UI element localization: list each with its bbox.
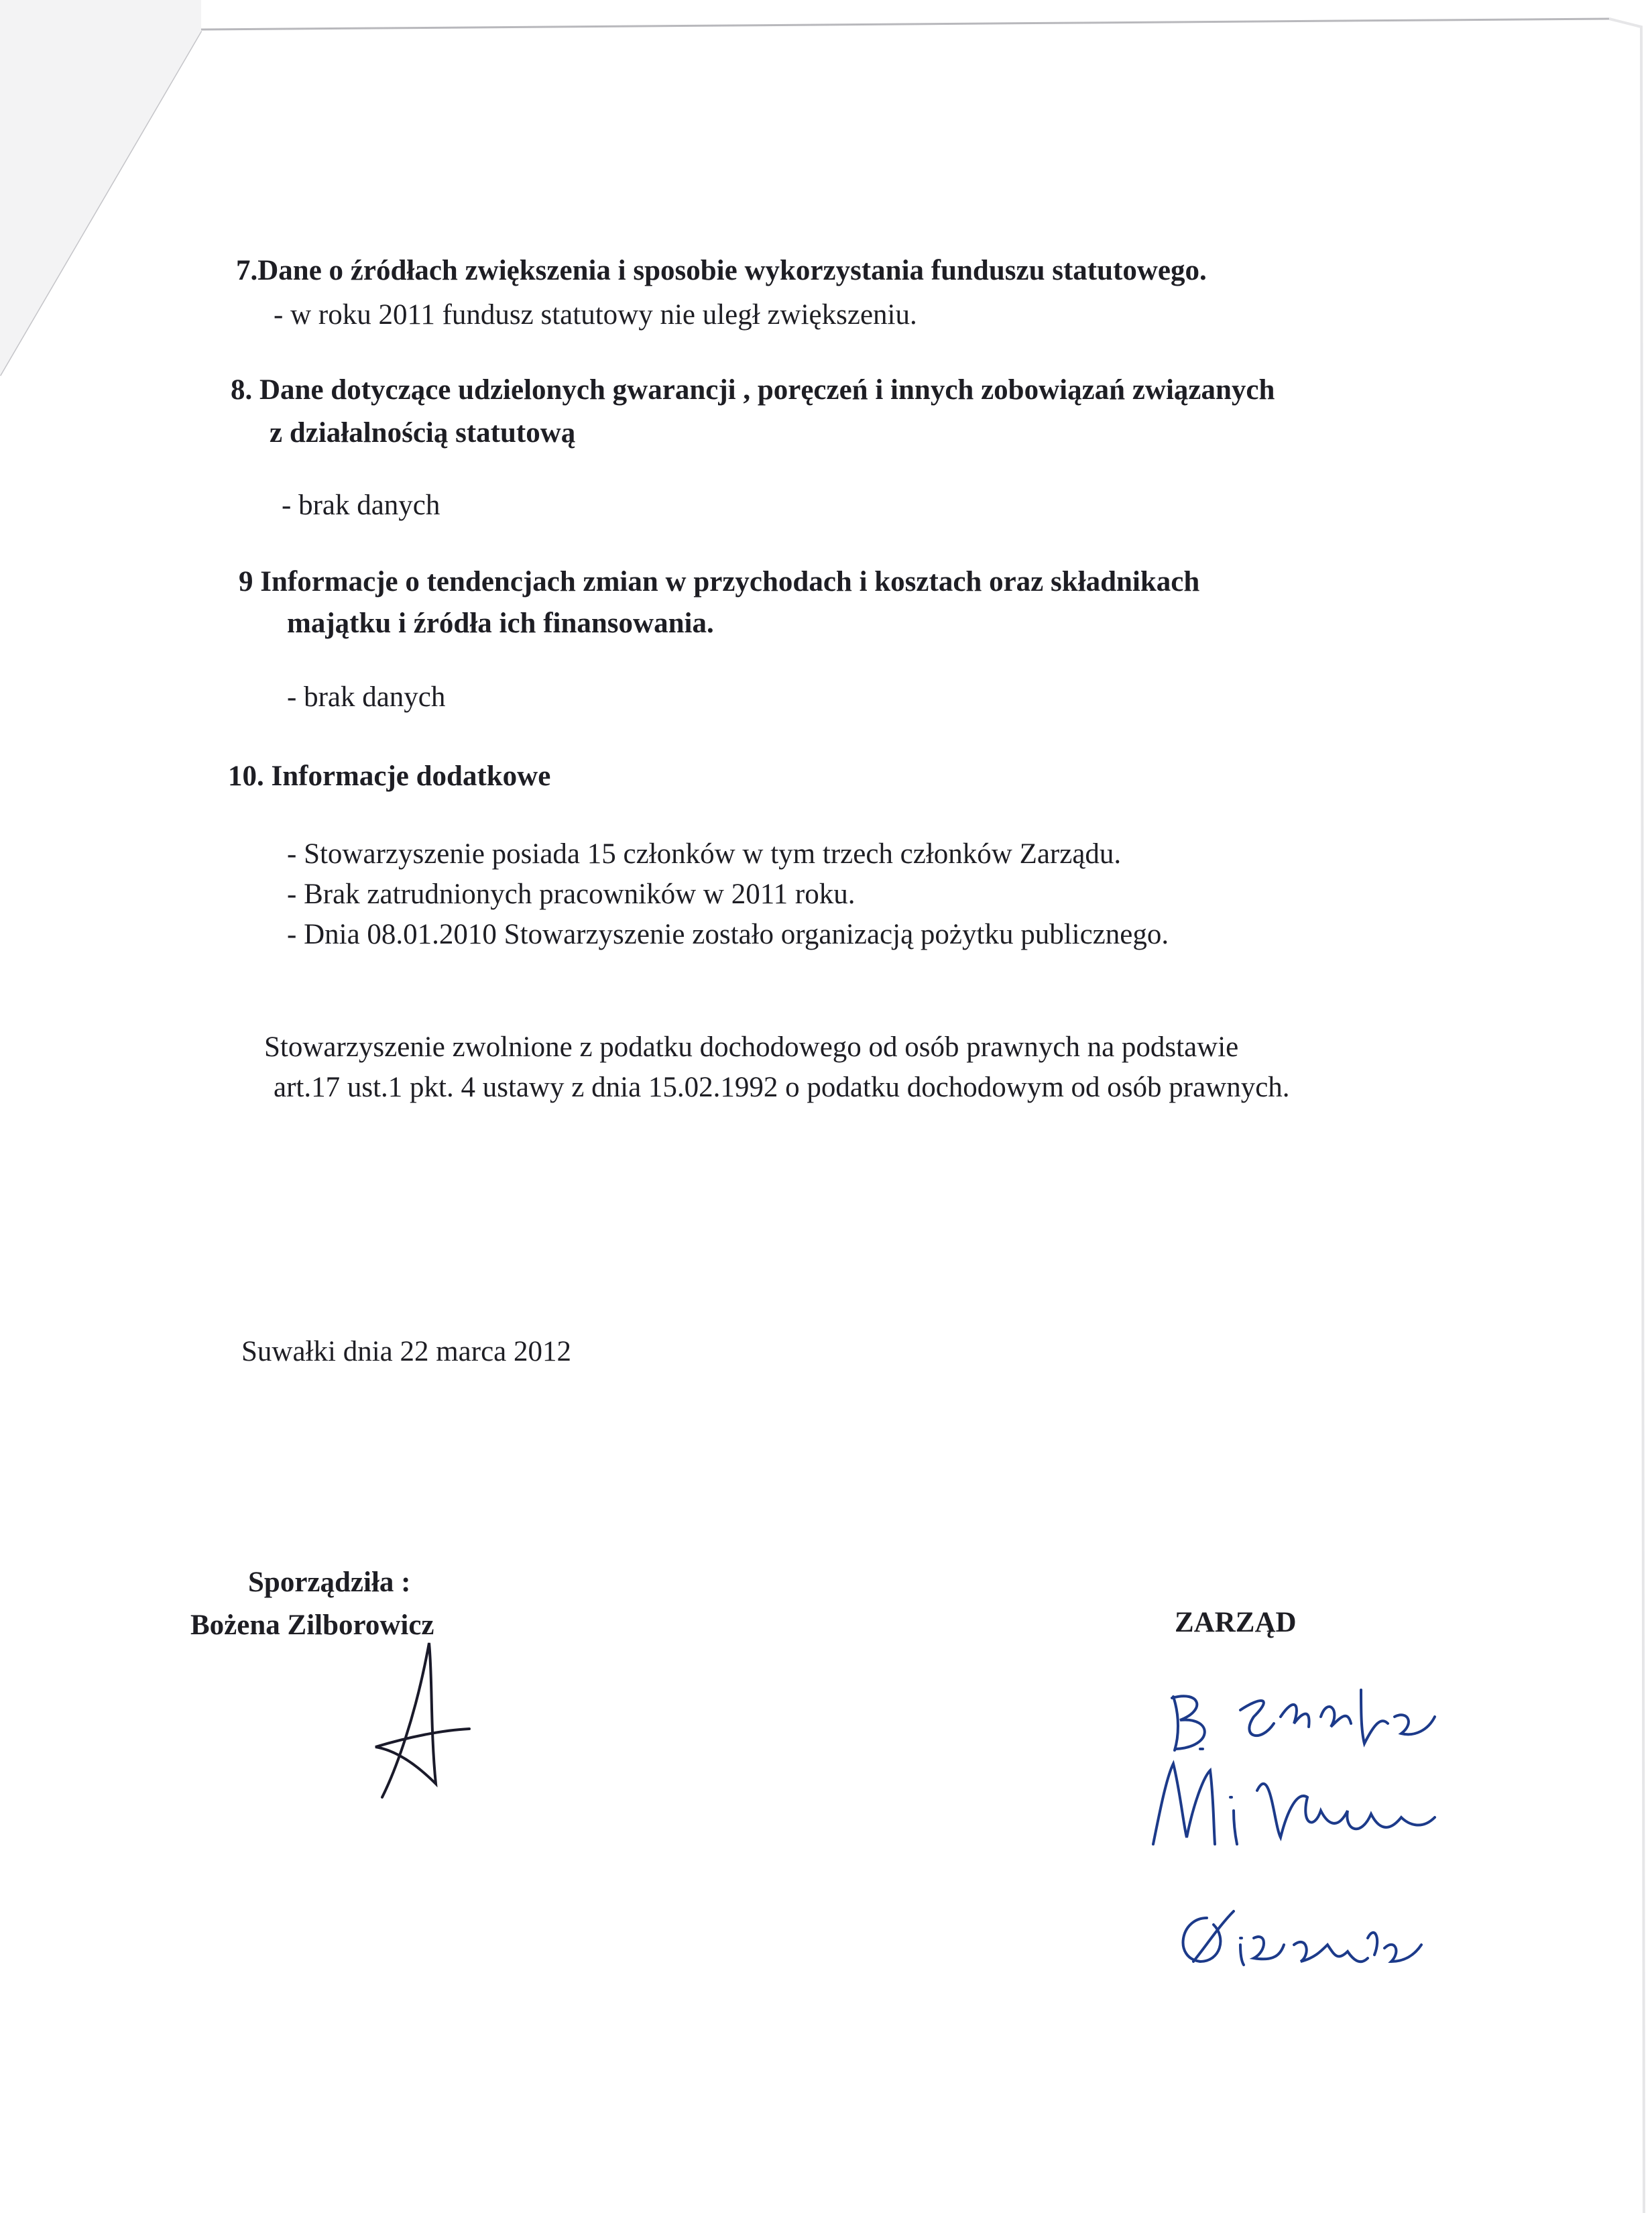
signature-board-1 (1160, 1670, 1495, 1764)
section-10-item: - Brak zatrudnionych pracowników w 2011 roku. (287, 878, 856, 910)
section-10-heading: 10. Informacje dodatkowe (228, 760, 551, 792)
section-7-line: - w roku 2011 fundusz statutowy nie uległ zwiększeniu. (274, 299, 917, 331)
prepared-by-name: Bożena Zilborowicz (190, 1609, 434, 1641)
signature-board-3 (1167, 1898, 1435, 1972)
tax-note-line2: art.17 ust.1 pkt. 4 ustawy z dnia 15.02.1992 o podatku dochodowym od osób prawnych. (274, 1072, 1290, 1103)
section-8-heading-line1: 8. Dane dotyczące udzielonych gwarancji , poręczeń i innych zobowiązań związanych (231, 374, 1275, 406)
section-7-heading: 7.Dane o źródłach zwiększenia i sposobie wykorzystania funduszu statutowego. (236, 255, 1207, 286)
board-label: ZARZĄD (1175, 1607, 1297, 1638)
place-and-date: Suwałki dnia 22 marca 2012 (241, 1336, 572, 1367)
signature-board-2 (1140, 1750, 1462, 1858)
section-9-heading-line2: majątku i źródła ich finansowania. (287, 608, 714, 639)
section-8-heading-line2: z działalnością statutową (270, 417, 576, 449)
tax-note-line1: Stowarzyszenie zwolnione z podatku dochodowego od osób prawnych na podstawie (264, 1031, 1239, 1063)
section-9-line: - brak danych (287, 681, 446, 713)
section-9-heading-line1: 9 Informacje o tendencjach zmian w przychodach i kosztach oraz składnikach (239, 566, 1200, 598)
signature-prepared-by (369, 1636, 476, 1811)
section-10-item: - Dnia 08.01.2010 Stowarzyszenie zostało organizacją pożytku publicznego. (287, 919, 1169, 950)
section-8-line: - brak danych (282, 490, 440, 521)
section-10-item: - Stowarzyszenie posiada 15 członków w tym trzech członków Zarządu. (287, 838, 1122, 870)
prepared-by-label: Sporządziła : (248, 1567, 411, 1598)
